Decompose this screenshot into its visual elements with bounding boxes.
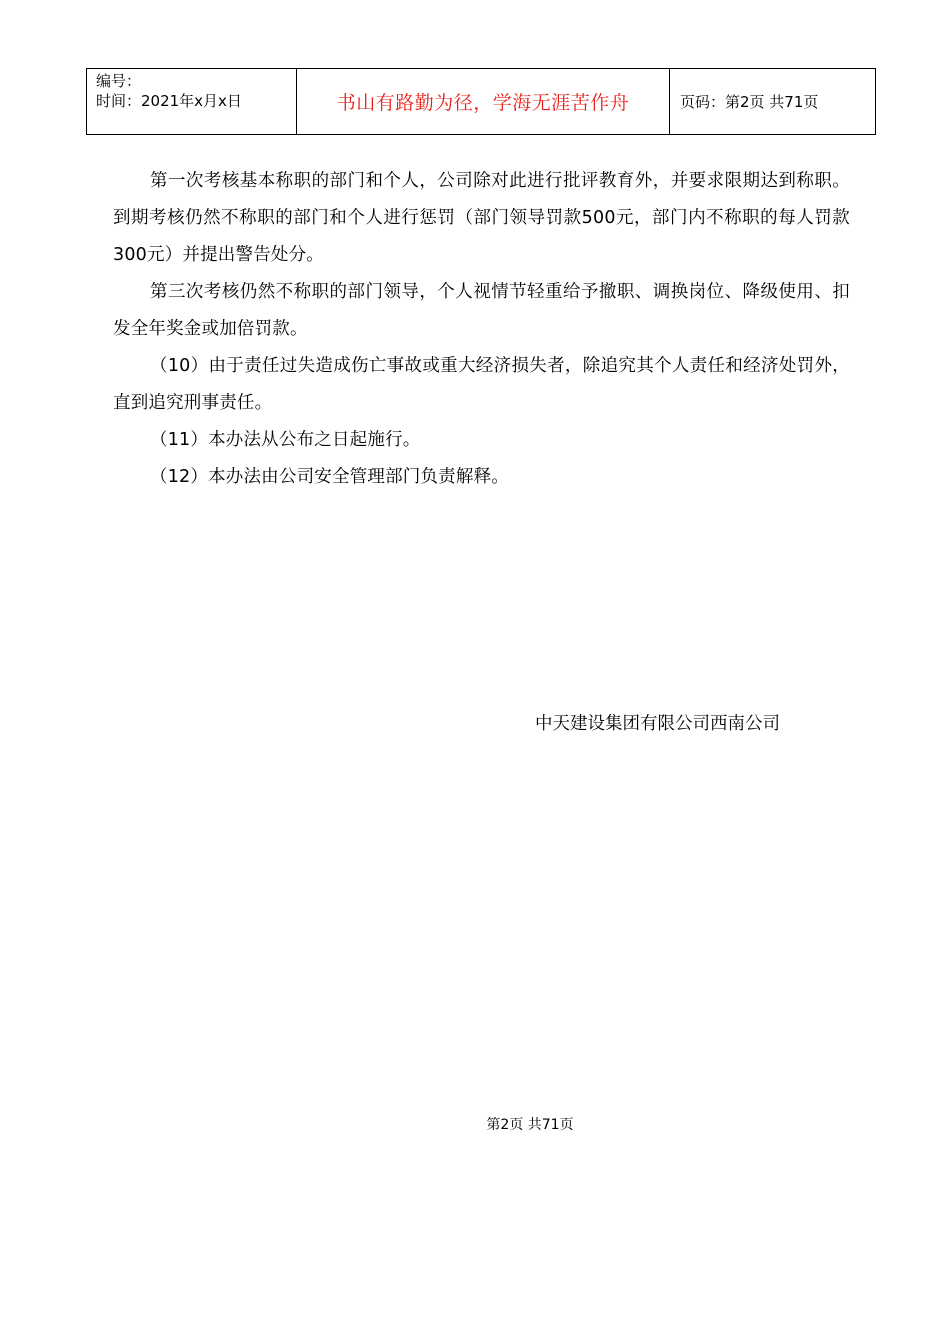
paragraph: 第一次考核基本称职的部门和个人，公司除对此进行批评教育外，并要求限期达到称职。到期考核仍然不称职的部门和个人进行惩罚（部门领导罚款500元，部门内不称职的每人罚款300元）并提出警告处分。: [113, 171, 850, 265]
page-footer: 第2页 共71页: [486, 1117, 574, 1133]
paragraph: 第三次考核仍然不称职的部门领导，个人视情节轻重给予撤职、调换岗位、降级使用、扣发全年奖金或加倍罚款。: [113, 282, 850, 339]
paragraph: （10）由于责任过失造成伤亡事故或重大经济损失者，除追究其个人责任和经济处罚外，直到追究刑事责任。: [113, 356, 850, 413]
header-meta-cell: [87, 69, 297, 135]
paragraph: （12）本办法由公司安全管理部门负责解释。: [150, 467, 509, 487]
header-motto: 书山有路勤为径，学海无涯苦作舟: [336, 92, 630, 114]
header-page-number: 页码：第2页 共71页: [680, 93, 819, 111]
document-number-label: 编号：: [96, 72, 142, 90]
header-page-cell: [670, 69, 876, 135]
signature-company: 中天建设集团有限公司西南公司: [535, 714, 780, 734]
paragraph: （11）本办法从公布之日起施行。: [150, 430, 421, 450]
header-motto-cell: [297, 69, 670, 135]
header-table: [86, 68, 876, 135]
document-time-label: 时间：2021年x月x日: [96, 92, 242, 110]
document-body: [113, 163, 850, 496]
